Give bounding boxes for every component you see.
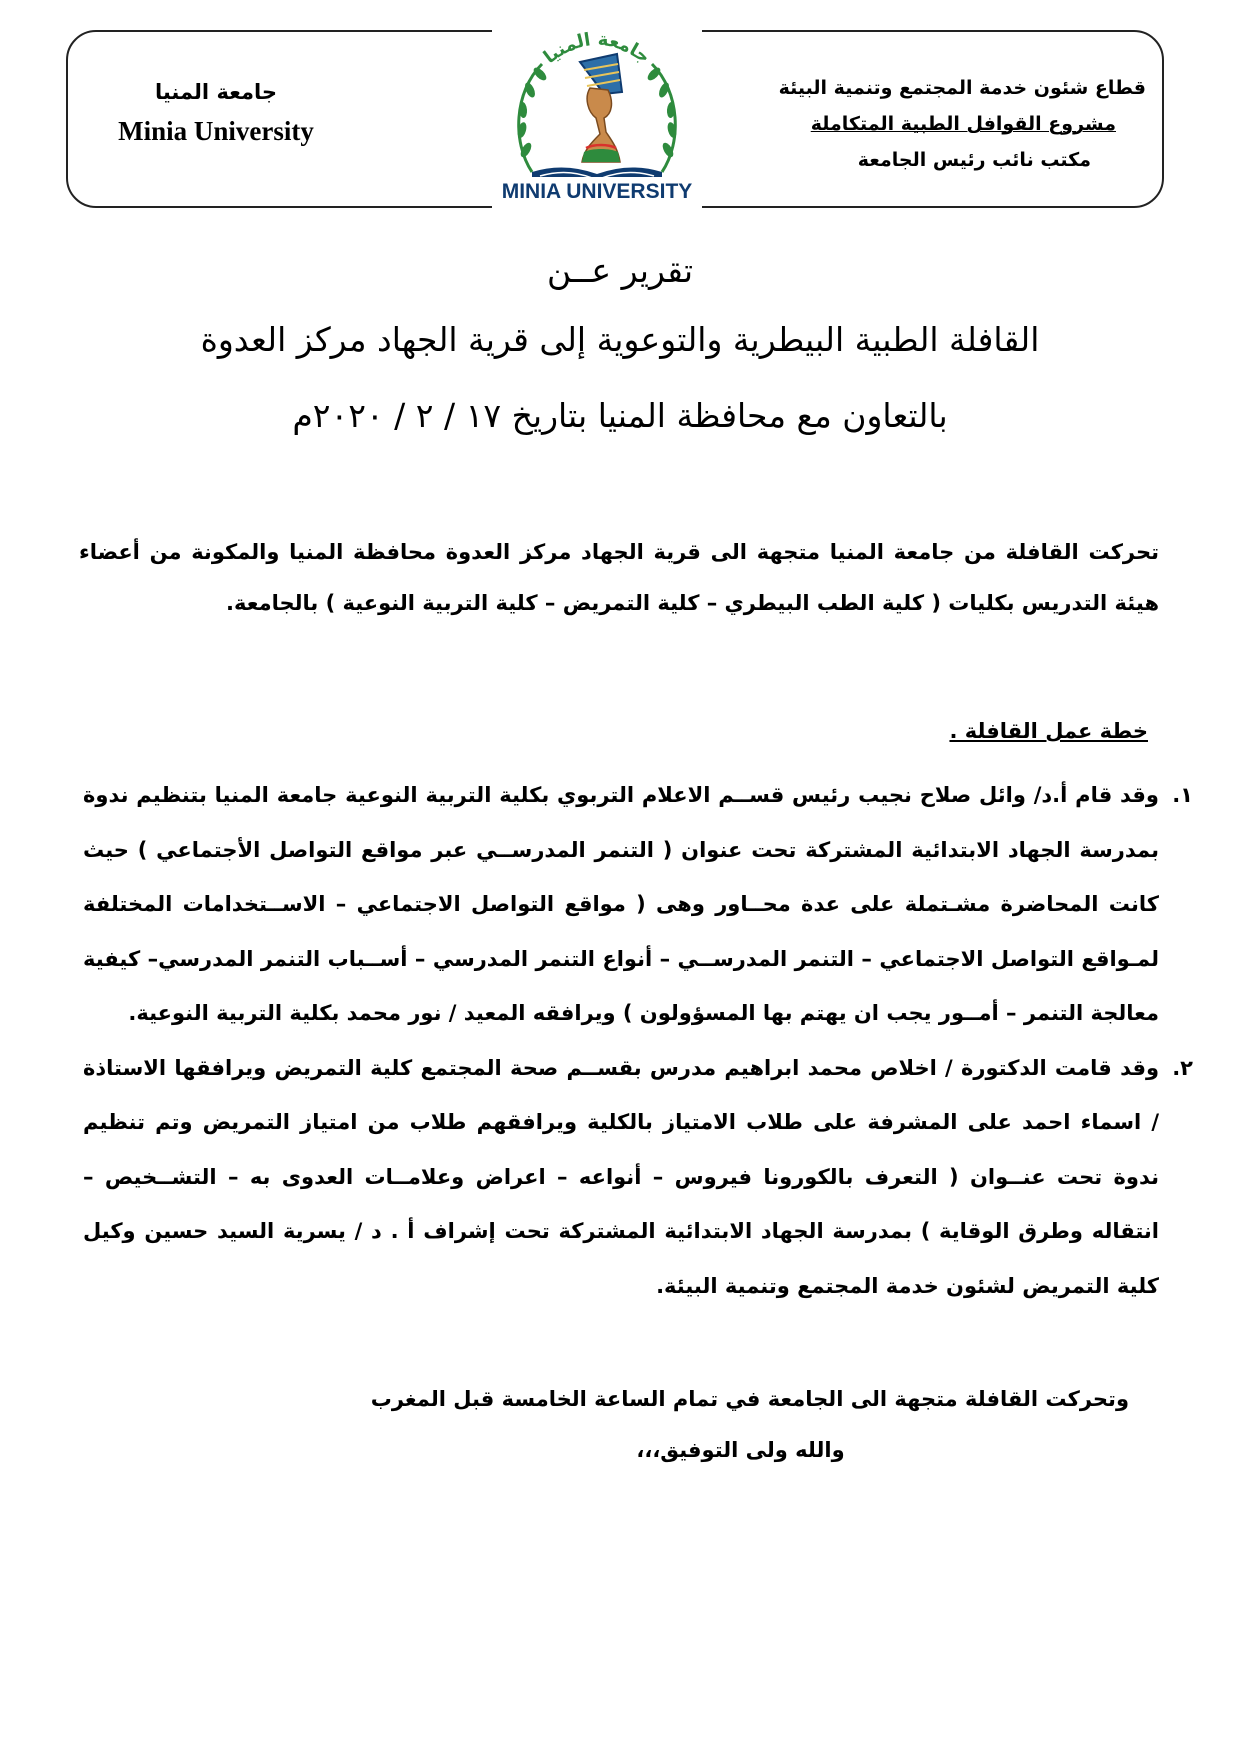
logo-arabic-text: جامعة المنيا bbox=[539, 28, 654, 68]
department-sector: قطاع شئون خدمة المجتمع وتنمية البيئة bbox=[778, 77, 1146, 99]
title-convoy-description: القافلة الطبية البيطرية والتوعوية إلى قرية الجهاد مركز العدوة bbox=[200, 320, 1040, 359]
intro-paragraph: تحركت القافلة من جامعة المنيا متجهة الى قرية الجهاد مركز العدوة محافظة المنيا والمكونة من أعضاء هيئة التدريس بكليات ( كلية الطب البيطري – كلية التمريض – كلية التربية النوعية ) بالجامعة. bbox=[79, 540, 1159, 615]
logo-english-text: MINIA UNIVERSITY bbox=[492, 177, 702, 207]
title-date-line: بالتعاون مع محافظة المنيا بتاريخ ١٧ / ٢ / ٢٠٢٠م bbox=[292, 396, 948, 435]
department-block bbox=[726, 70, 1146, 178]
list-item-text: وقد قامت الدكتورة / اخلاص محمد ابراهيم مدرس بقســم صحة المجتمع كلية التمريض ويرافقها الاستاذة / اسماء احمد على المشرفة على طلاب الامتياز بالكلية ويرافقهم طلاب من امتياز التمريض وتم تنظيم ندوة تحت عنــوان ( التعرف بالكورونا فيروس – أنواعه – اعراض وعلامــات العدوى به – التشــخيص – انتقاله وطرق الوقاية ) بمدرسة الجهاد الابتدائية المشتركة تحت إشراف أ . د / يسرية السيد حسين وكيل كلية التمريض لشئون خدمة المجتمع وتنمية البيئة. bbox=[83, 1055, 1159, 1298]
list-item bbox=[83, 768, 1193, 1041]
university-name-block bbox=[66, 80, 366, 147]
department-project: مشروع القوافل الطبية المتكاملة bbox=[810, 113, 1116, 135]
university-name-english: Minia University bbox=[118, 116, 314, 146]
list-item-number: ١. bbox=[1172, 783, 1193, 807]
list-item-text: وقد قام أ.د/ وائل صلاح نجيب رئيس قســم الاعلام التربوي بكلية التربية النوعية جامعة المنيا بتنظيم ندوة بمدرسة الجهاد الابتدائية المشتركة تحت عنوان ( التنمر المدرســي عبر مواقع التواصل الأجتماعي ) حيث كانت المحاضرة مشـتملة على عدة محــاور وهى ( مواقع التواصل الاجتماعي – الاســتخدامات المختلفة لمـواقع التواصل الاجتماعي – التنمر المدرســي – أنواع التنمر المدرسي – أســباب التنمر المدرسي– كيفية معالجة التنمر – أمــور يجب ان يهتم بها المسؤولون ) ويرافقه المعيد / نور محمد بكلية التربية النوعية. bbox=[83, 783, 1159, 1025]
title-report-label: تقرير عــن bbox=[546, 251, 694, 290]
plan-items-list bbox=[83, 768, 1193, 1313]
university-name-arabic: جامعة المنيا bbox=[154, 80, 278, 104]
signoff-text: والله ولى التوفيق،،، bbox=[636, 1438, 845, 1462]
signoff-line bbox=[0, 1430, 1241, 1470]
list-item-number: ٢. bbox=[1172, 1055, 1193, 1080]
plan-heading: خطة عمل القافلة . bbox=[949, 719, 1148, 743]
report-title bbox=[120, 240, 1120, 454]
list-item bbox=[83, 1041, 1193, 1314]
department-office: مكتب نائب رئيس الجامعة bbox=[857, 149, 1091, 171]
closing-sentence: وتحركت القافلة متجهة الى الجامعة في تمام الساعة الخامسة قبل المغرب bbox=[370, 1387, 1129, 1411]
